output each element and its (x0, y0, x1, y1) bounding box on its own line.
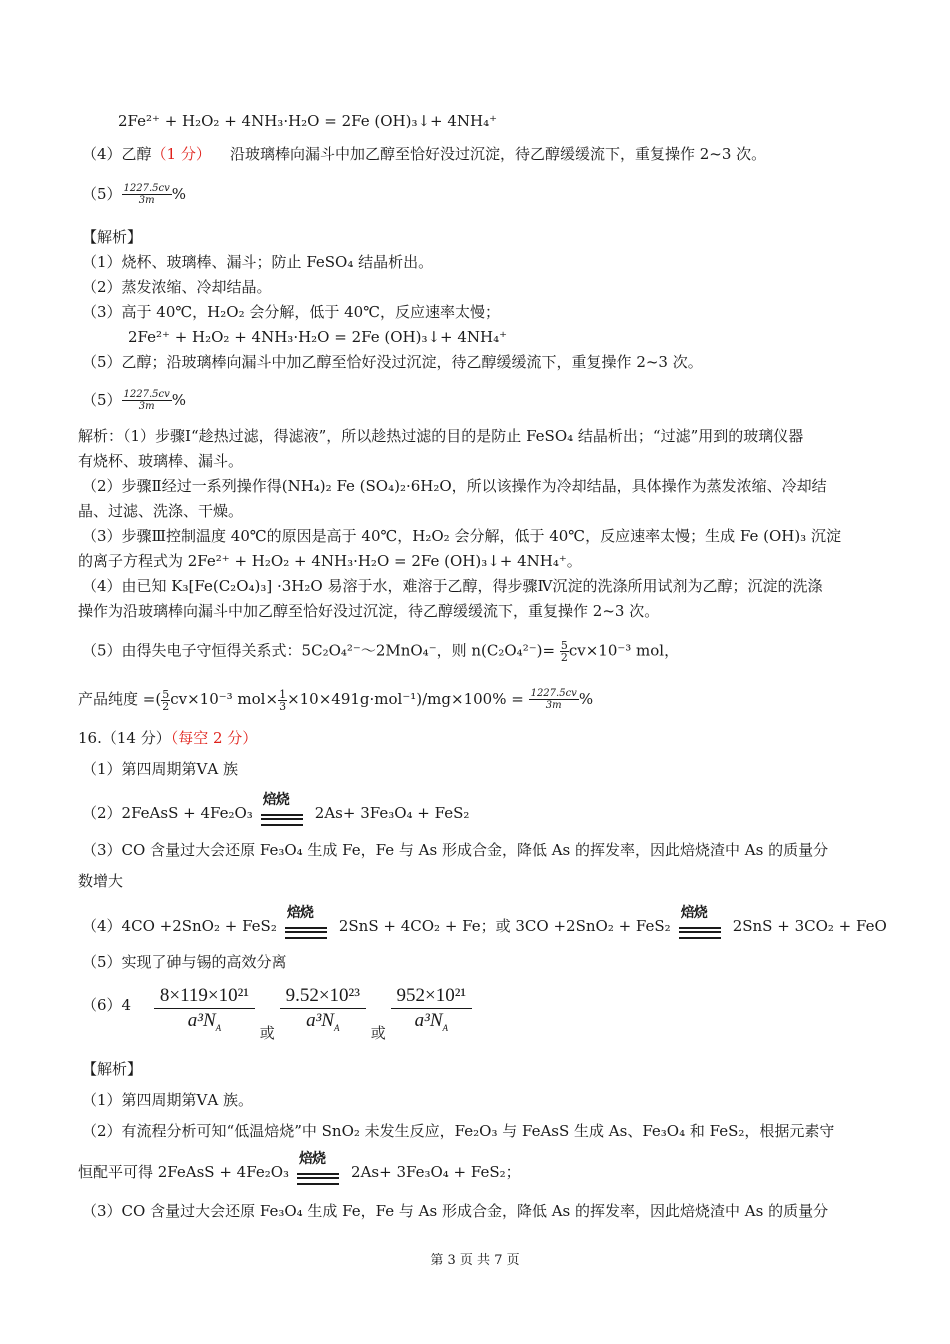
section-heading: 【解析】 (82, 228, 143, 246)
answer-5 (82, 183, 186, 207)
answer-text: （6）4 (82, 996, 132, 1014)
equals-bars (285, 927, 327, 939)
denominator-subscript: A (442, 1022, 448, 1033)
equals-bars (261, 814, 303, 826)
fraction-numerator: 952×10²¹ (391, 984, 473, 1009)
paragraph-line: （4）由已知 K₃[Fe(C₂O₄)₃] ·3H₂O 易溶于水，难溶于乙醇，得步骤Ⅳ沉淀的洗涤所用试剂为乙醇；沉淀的洗涤 (82, 577, 823, 595)
roast-arrow (679, 905, 725, 937)
analysis-line: （3）高于 40℃，H₂O₂ 会分解，低于 40℃，反应速率太慢； (82, 303, 500, 321)
equation-text: 2As+ 3Fe₃O₄ + FeS₂ (314, 804, 470, 822)
fraction (529, 688, 579, 712)
analysis-line (78, 1151, 521, 1183)
answer-text: 沿玻璃棒向漏斗中加乙醇至恰好没过沉淀，待乙醇缓缓流下，重复操作 2~3 次。 (229, 145, 767, 163)
fraction-denominator: 3m (138, 195, 155, 206)
paragraph-text: ×10×491g·mol⁻¹)/mg×100% = (287, 690, 524, 708)
fraction-denominator (280, 1009, 366, 1033)
answer-line: （3）CO 含量过大会还原 Fe₃O₄ 生成 Fe，Fe 与 As 形成合金，降低 As 的挥发率，因此焙烧渣中 As 的质量分 (82, 841, 829, 859)
denominator-text: a³N (187, 1010, 216, 1031)
paragraph-line: （2）步骤Ⅱ经过一系列操作得(NH₄)₂ Fe (SO₄)₂·6H₂O，所以该操作为冷却结晶，具体操作为蒸发浓缩、冷却结 (82, 477, 827, 495)
fraction-numerator: 9.52×10²³ (280, 984, 366, 1009)
fraction-denominator (154, 1009, 255, 1033)
paragraph-line: 解析：（1）步骤Ⅰ“趁热过滤，得滤液”，所以趁热过滤的目的是防止 FeSO₄ 结晶析出；“过滤”用到的玻璃仪器 (78, 427, 804, 445)
paragraph-text: cv×10⁻³ mol， (568, 641, 680, 660)
paragraph-line (82, 640, 679, 663)
analysis-line: （3）CO 含量过大会还原 Fe₃O₄ 生成 Fe，Fe 与 As 形成合金，降低 As 的挥发率，因此焙烧渣中 As 的质量分 (82, 1202, 829, 1220)
percent-sign: % (171, 391, 187, 409)
equation-text: （2）2FeAsS + 4Fe₂O₃ (82, 804, 253, 822)
fraction (154, 984, 255, 1033)
answer-line: 数增大 (78, 872, 124, 890)
answer-label: （5） (82, 391, 122, 409)
equation-text: 恒配平可得 2FeAsS + 4Fe₂O₃ (78, 1163, 290, 1181)
fraction-numerator: 1227.5cv (123, 183, 170, 194)
paragraph-text: （5）由得失电子守恒得关系式：5C₂O₄²⁻～2MnO₄⁻，则 n(C₂O₄²⁻)= (82, 641, 556, 660)
analysis-line: （1）第四周期第ⅤA 族。 (82, 1091, 253, 1109)
answer-line (82, 984, 472, 1043)
fraction-denominator: 2 (560, 651, 568, 664)
fraction (278, 689, 287, 712)
paragraph-text: 产品纯度 =( (78, 690, 162, 708)
analysis-line: （2）蒸发浓缩、冷却结晶。 (82, 278, 272, 296)
answer-4 (82, 144, 766, 164)
fraction (161, 689, 170, 712)
fraction (122, 389, 172, 413)
answer-line (82, 905, 887, 937)
fraction-numerator: 5 (560, 639, 568, 652)
fraction-denominator (391, 1009, 473, 1033)
roast-arrow (261, 792, 307, 824)
answer-line: （5）实现了砷与锡的高效分离 (82, 953, 287, 971)
roast-label: 焙烧 (680, 905, 707, 921)
roast-arrow (297, 1151, 343, 1183)
answer-line: （1）第四周期第ⅤA 族 (82, 760, 238, 778)
answer-label: （5） (82, 185, 122, 203)
or-word: 或 (259, 1024, 275, 1042)
or-word: 或 (370, 1024, 386, 1042)
percent-sign: % (578, 690, 594, 708)
roast-label: 焙烧 (262, 792, 289, 808)
analysis-line (82, 389, 186, 413)
fraction (122, 183, 172, 207)
equation-text: 2SnS + 4CO₂ + Fe；或 3CO +2SnO₂ + FeS₂ (338, 917, 671, 935)
fraction-numerator: 1 (279, 687, 287, 701)
equals-bars (297, 1173, 339, 1185)
equation-text: 2SnS + 3CO₂ + FeO (732, 917, 887, 935)
paragraph-line: 操作为沿玻璃棒向漏斗中加乙醇至恰好没过沉淀，待乙醇缓缓流下，重复操作 2~3 次。 (78, 602, 660, 620)
section-heading: 【解析】 (82, 1060, 143, 1078)
denominator-subscript: A (333, 1022, 340, 1033)
equals-bars (679, 927, 721, 939)
score-note: （1 分） (151, 145, 211, 163)
equation-line: 2Fe²⁺ + H₂O₂ + 4NH₃·H₂O = 2Fe (OH)₃↓+ 4NH₄⁺ (128, 328, 508, 346)
denominator-subscript: A (215, 1022, 222, 1033)
roast-label: 焙烧 (299, 1151, 326, 1167)
page-footer: 第 3 页 共 7 页 (430, 1253, 520, 1268)
fraction-numerator: 1227.5cv (530, 688, 577, 699)
question-heading (78, 728, 257, 748)
answer-text: （4）乙醇 (82, 145, 152, 163)
fraction-numerator: 8×119×10²¹ (154, 984, 255, 1009)
paragraph-line: 的离子方程式为 2Fe²⁺ + H₂O₂ + 4NH₃·H₂O = 2Fe (OH)₃↓+ 4NH₄⁺。 (78, 552, 582, 570)
percent-sign: % (171, 185, 187, 203)
fraction-denominator: 3m (138, 401, 155, 412)
analysis-line: （2）有流程分析可知“低温焙烧”中 SnO₂ 未发生反应，Fe₂O₃ 与 FeAsS 生成 As、Fe₃O₄ 和 FeS₂，根据元素守 (82, 1122, 835, 1140)
equation-text: （4）4CO +2SnO₂ + FeS₂ (82, 917, 277, 935)
fraction-denominator: 2 (162, 699, 170, 713)
paragraph-line: 晶、过滤、洗涤、干燥。 (78, 502, 244, 520)
paragraph-text: cv×10⁻³ mol× (170, 690, 279, 708)
fraction-numerator: 1227.5cv (123, 389, 170, 400)
denominator-text: a³N (306, 1010, 334, 1031)
roast-arrow (285, 905, 331, 937)
paragraph-line: （3）步骤Ⅲ控制温度 40℃的原因是高于 40℃，H₂O₂ 会分解，低于 40℃，反应速率太慢；生成 Fe (OH)₃ 沉淀 (82, 527, 841, 545)
roast-label: 焙烧 (286, 905, 313, 921)
analysis-line: （5）乙醇；沿玻璃棒向漏斗中加乙醇至恰好没过沉淀，待乙醇缓缓流下，重复操作 2~3 次。 (82, 353, 703, 371)
score-note: （每空 2 分） (170, 729, 258, 747)
paragraph-line: 有烧杯、玻璃棒、漏斗。 (78, 452, 244, 470)
fraction-denominator: 3m (545, 700, 562, 711)
fraction-numerator: 5 (162, 687, 170, 701)
question-number: 16.（14 分） (78, 729, 171, 747)
equation-text: 2As+ 3Fe₃O₄ + FeS₂； (351, 1163, 521, 1181)
analysis-line: （1）烧杯、玻璃棒、漏斗；防止 FeSO₄ 结晶析出。 (82, 253, 434, 271)
answer-line (82, 792, 470, 824)
fraction (280, 984, 366, 1033)
fraction-denominator: 3 (279, 699, 287, 713)
denominator-text: a³N (414, 1010, 443, 1031)
fraction (560, 640, 569, 663)
paragraph-line (78, 688, 593, 712)
equation-line: 2Fe²⁺ + H₂O₂ + 4NH₃·H₂O = 2Fe (OH)₃↓+ 4NH₄⁺ (118, 112, 498, 130)
fraction (391, 984, 473, 1033)
